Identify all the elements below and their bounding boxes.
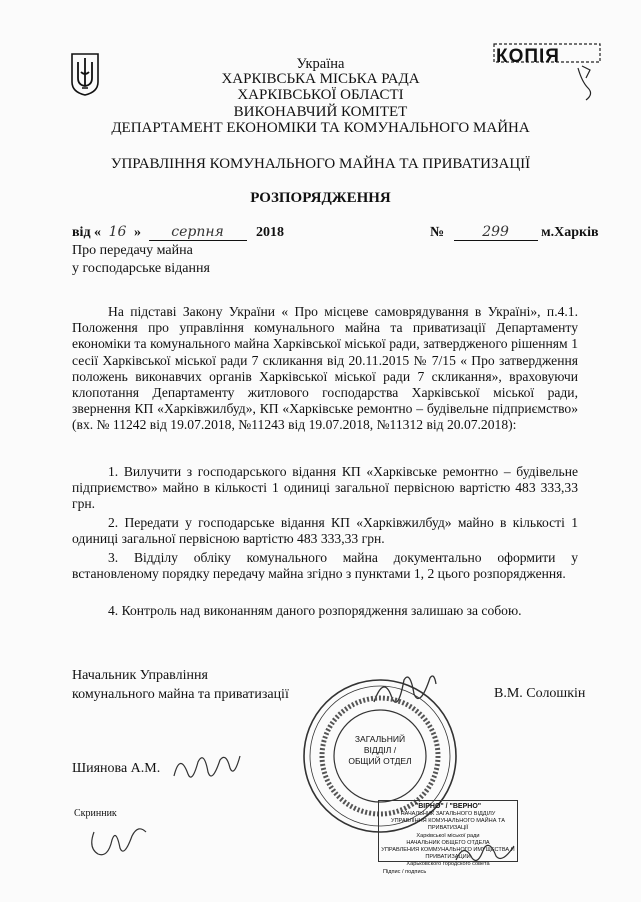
document-type: РОЗПОРЯДЖЕННЯ xyxy=(250,190,391,206)
seal-center-text xyxy=(340,734,420,767)
date-close-quote: » xyxy=(134,225,142,240)
verified-stamp-line-7: Харьковского городского совета xyxy=(406,861,490,868)
order-item-4: 4. Контроль над виконанням даного розпорядження залишаю за собою. xyxy=(108,603,522,618)
date-month: серпня xyxy=(149,224,247,241)
verified-stamp-line-8: Підпис / подпись xyxy=(383,868,427,875)
copy-stamp-text: КОПІЯ xyxy=(496,46,560,67)
signatory-title-line-2: комунального майна та приватизації xyxy=(72,687,289,702)
department-name: ДЕПАРТАМЕНТ ЕКОНОМІКИ ТА КОМУНАЛЬНОГО МАЙНА xyxy=(111,120,530,136)
signatory-title xyxy=(72,666,289,704)
order-item-3: 3. Відділу обліку комунального майна документально оформити у встановленому порядку передачу майна згідно з пунктами 1, 2 цього розпорядження. xyxy=(72,550,578,582)
checker-signature-image xyxy=(86,818,152,867)
seal-line-3: ОБЩИЙ ОТДЕЛ xyxy=(348,756,412,766)
verified-stamp-line-5: НАЧАЛЬНИК ОБЩЕГО ОТДЕЛА xyxy=(406,839,490,846)
date-prefix: від « xyxy=(72,225,102,240)
signatory-name: В.М. Солошкін xyxy=(494,686,586,701)
verified-stamp-line-2: НАЧАЛЬНИК ЗАГАЛЬНОГО ВІДДІЛУ xyxy=(400,811,496,817)
verified-stamp-line-1: "ВІРНО" / "ВЕРНО" xyxy=(414,803,482,810)
verified-stamp-line-3: УПРАВЛІННЯ КОМУНАЛЬНОГО МАЙНА ТА ПРИВАТИЗАЦІЇ xyxy=(391,818,505,832)
subject-line-2: у господарське відання xyxy=(72,261,210,276)
document-number: 299 xyxy=(454,224,538,241)
date-day: 16 xyxy=(108,224,127,240)
checker-name: Скринник xyxy=(74,808,117,819)
executor-name: Шиянова А.М. xyxy=(72,761,161,776)
verified-stamp-line-6: УПРАВЛЕНИЯ КОММУНАЛЬНОГО ИМУЩЕСТВА И ПРИВАТИЗАЦИИ xyxy=(381,847,515,861)
date-line xyxy=(72,224,284,241)
subject xyxy=(72,242,210,278)
region-name: ХАРКІВСЬКОЇ ОБЛАСТІ xyxy=(237,87,404,103)
number-line xyxy=(430,224,599,241)
verified-stamp-line-4: Харківської міської ради xyxy=(416,832,480,839)
council-name: ХАРКІВСЬКА МІСЬКА РАДА xyxy=(221,71,420,87)
committee-name: ВИКОНАВЧИЙ КОМІТЕТ xyxy=(233,104,408,120)
subject-line-1: Про передачу майна xyxy=(72,243,193,258)
city-name: м.Харків xyxy=(541,225,599,240)
signatory-title-line-1: Начальник Управління xyxy=(72,668,208,683)
order-item-2: 2. Передати у господарське відання КП «Харківжилбуд» майно в кількості 1 одиниці загальної первісною вартістю 483 333,33 грн. xyxy=(72,515,578,547)
number-label: № xyxy=(430,225,445,240)
country-name: Україна xyxy=(296,56,345,72)
office-name: УПРАВЛІННЯ КОМУНАЛЬНОГО МАЙНА ТА ПРИВАТИЗАЦІЇ xyxy=(110,156,531,172)
date-year: 2018 xyxy=(256,225,285,240)
seal-line-1: ЗАГАЛЬНИЙ xyxy=(354,734,406,744)
executor-signature-image xyxy=(170,748,242,793)
verified-signature-image xyxy=(452,838,518,873)
order-item-1: 1. Вилучити з господарського відання КП «Харківське ремонтно – будівельне підприємство» майно в кількості 1 одиниці загальної первісною вартістю 483 333,33 грн. xyxy=(72,464,578,512)
preamble-paragraph: На підставі Закону України « Про місцеве самоврядування в Україні», п.4.1. Положення про управління комунального майна та приватизації Департаменту економіки та комунального майна Харківської міської ради, затвердженого рішенням 1 сесії Харківської міської ради 7 скликання від 20.11.2015 № 7/15 « Про затвердження положень виконавчих органів Харківської міської ради 7 скликання», враховуючи клопотання Департаменту житлового господарства Харківської міської ради, звернення КП «Харківжилбуд», КП «Харківське ремонтно – будівельне підприємство» (вх. № 11242 від 19.07.2018, №11243 від 19.07.2018, №11312 від 20.07.2018): xyxy=(72,304,578,433)
seal-line-2: ВІДДІЛ / xyxy=(363,745,397,755)
